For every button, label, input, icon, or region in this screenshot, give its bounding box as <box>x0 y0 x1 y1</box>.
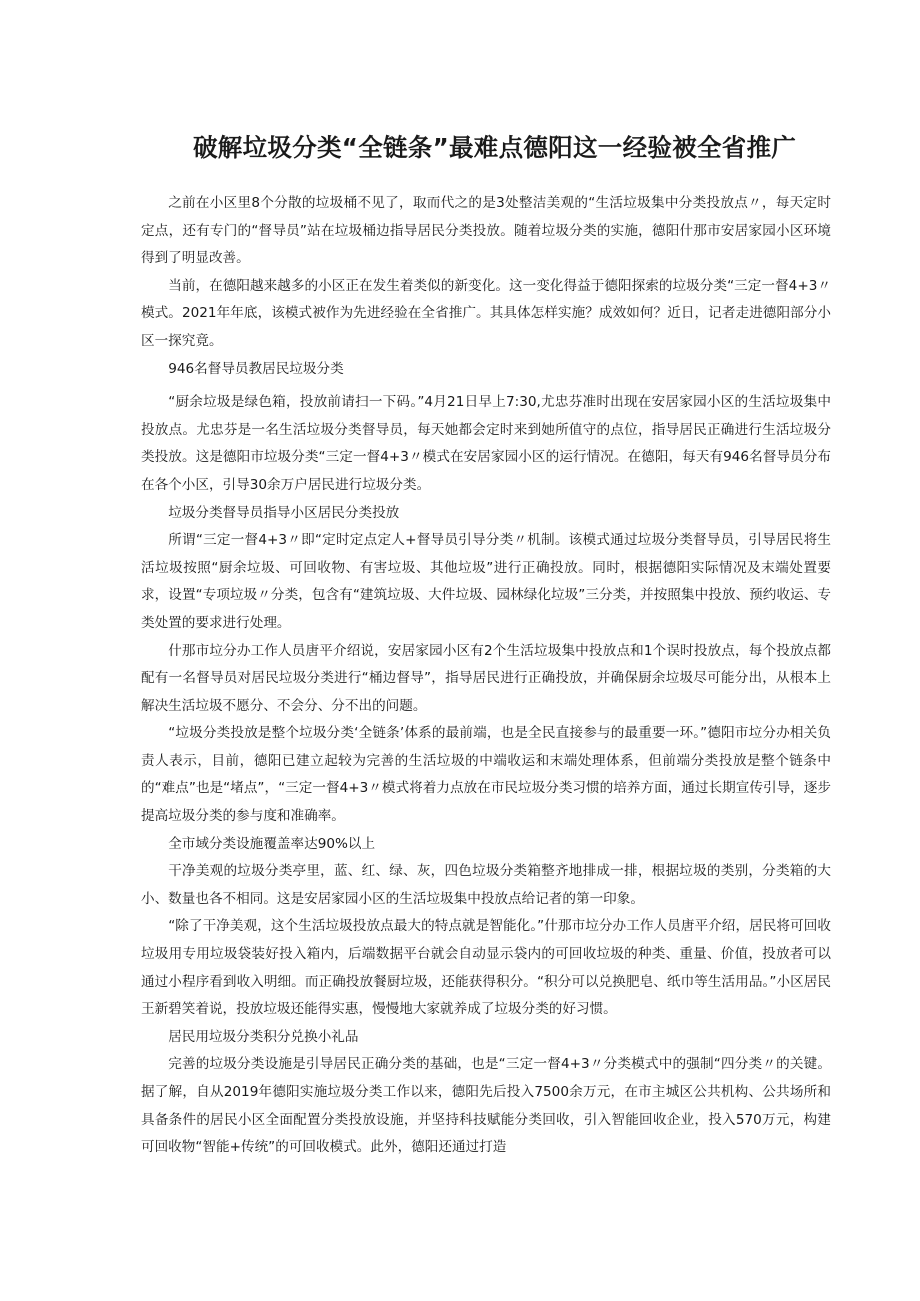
paragraph-6: “垃圾分类投放是整个垃圾分类‘全链条’体系的最前端，也是全民直接参与的最重要一环。”德阳市垃分办相关负责人表示，目前，德阳已建立起较为完善的生活垃圾的中端收运和末端处理体系，但前端分类投放是整个链条中的“难点”也是“堵点”，“三定一督4+3〃模式将着力点放在市民垃圾分类习惯的培养方面，通过长期宣传引导，逐步提高垃圾分类的参与度和准确率。 <box>141 725 831 825</box>
paragraph-5: 什那市垃分办工作人员唐平介绍说，安居家园小区有2个生活垃圾集中投放点和1个误时投放点，每个投放点都配有一名督导员对居民垃圾分类进行“桶边督导”，指导居民进行正确投放，并确保厨余垃圾尽可能分出，从根本上解决生活垃圾不愿分、不会分、分不出的问题。 <box>141 642 831 714</box>
paragraph-1: 之前在小区里8个分散的垃圾桶不见了，取而代之的是3处整洁美观的“生活垃圾集中分类投放点〃，每天定时定点，还有专门的“督导员”站在垃圾桶边指导居民分类投放。随着垃圾分类的实施，德阳什那市安居家园小区环境得到了明显改善。 <box>141 195 831 267</box>
section-heading-2: 全市域分类设施覆盖率达90%以上 <box>168 835 376 852</box>
paragraph-4: 所谓“三定一督4+3〃即“定时定点定人+督导员引导分类〃机制。该模式通过垃圾分类督导员，引导居民将生活垃圾按照“厨余垃圾、可回收物、有害垃圾、其他垃圾”进行正确投放。同时，根据德阳实际情况及末端处置要求，设置“专项垃圾〃分类，包含有“建筑垃圾、大件垃圾、园林绿化垃圾”三分类，并按照集中投放、预约收运、专类处置的要求进行处理。 <box>141 532 831 631</box>
paragraph-9: 完善的垃圾分类设施是引导居民正确分类的基础，也是“三定一督4+3〃分类模式中的强制“四分类〃的关键。据了解，自从2019年德阳实施垃圾分类工作以来，德阳先后投入7500余万元，在市主城区公共机构、公共场所和具备条件的居民小区全面配置分类投放设施，并坚持科技赋能分类回收，引入智能回收企业，投入570万元，构建可回收物“智能+传统”的可回收模式。此外，德阳还通过打造 <box>141 1056 831 1156</box>
paragraph-8: “除了干净美观，这个生活垃圾投放点最大的特点就是智能化。”什那市垃分办工作人员唐平介绍，居民将可回收垃圾用专用垃圾袋装好投入箱内，后端数据平台就会自动显示袋内的可回收垃圾的种类、重量、价值，投放者可以通过小程序看到收入明细。而正确投放餐厨垃圾，还能获得积分。“积分可以兑换肥皂、纸巾等生活用品。”小区居民王新碧笑着说，投放垃圾还能得实惠，慢慢地大家就养成了垃圾分类的好习惯。 <box>141 918 831 1018</box>
paragraph-7: 干净美观的垃圾分类亭里，蓝、红、绿、灰，四色垃圾分类箱整齐地排成一排，根据垃圾的类别，分类箱的大小、数量也各不相同。这是安居家园小区的生活垃圾集中投放点给记者的第一印象。 <box>141 863 831 907</box>
section-heading-1: 946名督导员教居民垃圾分类 <box>168 360 344 377</box>
article-body <box>141 190 831 1162</box>
paragraph-3: “厨余垃圾是绿色箱，投放前请扫一下码。”4月21日早上7:30,尤忠芬准时出现在安居家园小区的生活垃圾集中投放点。尤忠芬是一名生活垃圾分类督导员，每天她都会定时来到她所值守的点位，指导居民正确进行生活垃圾分类投放。这是德阳市垃圾分类“三定一督4+3〃模式在安居家园小区的运行情况。在德阳，每天有946名督导员分布在各个小区，引导30余万户居民进行垃圾分类。 <box>141 394 831 493</box>
photo-caption-1: 垃圾分类督导员指导小区居民分类投放 <box>168 504 400 521</box>
article-title: 破解垃圾分类“全链条”最难点德阳这一经验被全省推广 <box>193 133 797 162</box>
paragraph-2: 当前，在德阳越来越多的小区正在发生着类似的新变化。这一变化得益于德阳探索的垃圾分类“三定一督4+3〃模式。2021年年底，该模式被作为先进经验在全省推广。其具体怎样实施？成效如何？近日，记者走进德阳部分小区一探究竟。 <box>141 277 831 349</box>
document-page <box>141 128 831 1162</box>
photo-caption-2: 居民用垃圾分类积分兑换小礼品 <box>168 1028 359 1045</box>
